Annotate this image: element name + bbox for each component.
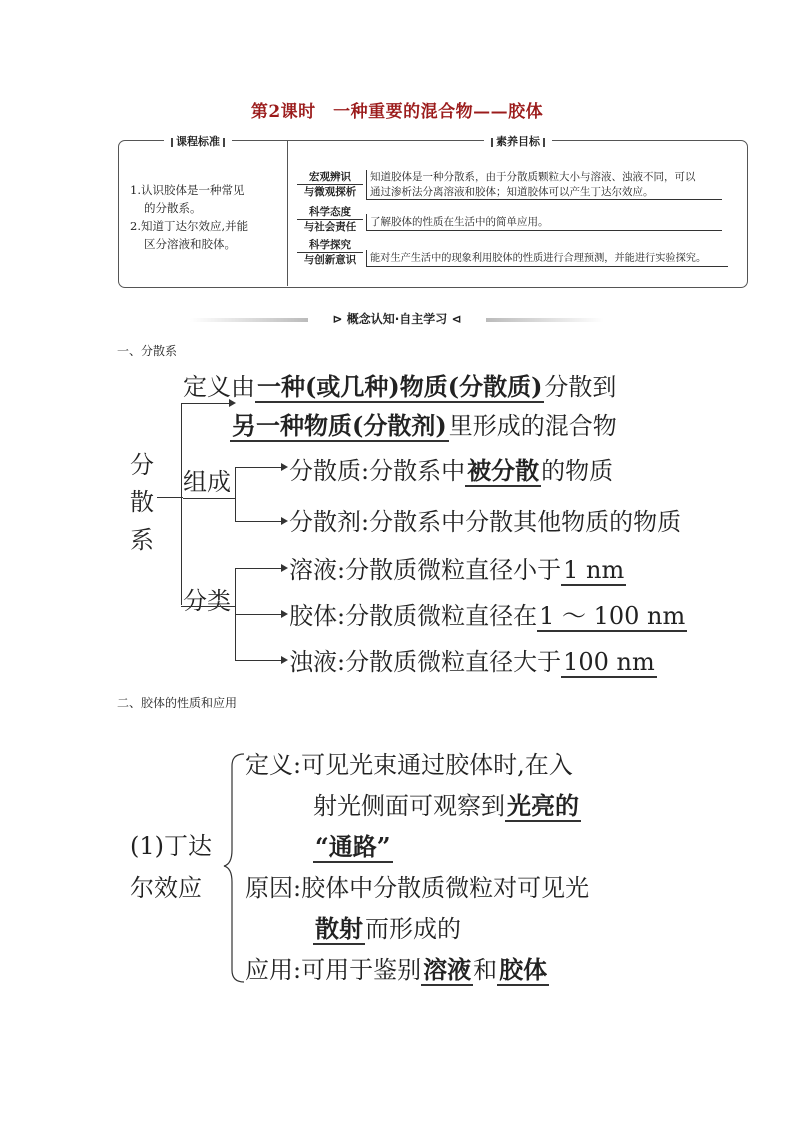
root-char: 分	[130, 451, 154, 479]
answer-blank: 一种(或几种)物质(分散质)	[257, 372, 543, 401]
course-item-line: 2.知道丁达尔效应,并能	[130, 219, 249, 233]
arrow-icon	[281, 564, 288, 572]
goal-description: 能对生产生活中的现象利用胶体的性质进行合理预测，并能进行实验探究。	[370, 253, 707, 264]
goal-category: 科学态度 与社会责任	[297, 205, 363, 234]
answer-blank: 100 nm	[563, 648, 655, 676]
section-heading: 一、分散系	[117, 344, 178, 358]
tyndall-root-line1: (1)丁达	[130, 832, 212, 860]
tyndall-application: 应用:可用于鉴别溶液和胶体	[245, 955, 548, 984]
answer-blank: “通路”	[315, 832, 391, 861]
course-standard-tab: 课程标准	[164, 133, 232, 149]
answer-blank: 1 ～ 100 nm	[539, 602, 686, 630]
composition-solute: 分散质:分散系中被分散的物质	[289, 456, 614, 485]
brace-icon	[222, 752, 246, 984]
answer-blank: 1 nm	[563, 556, 625, 584]
course-item-line: 区分溶液和胶体。	[144, 237, 236, 251]
goal-description: 知道胶体是一种分散系，由于分散质颗粒大小与溶液、浊液不同，可以 通过渗析法分离溶液和胶体；知道胶体可以产生丁达尔效应。	[370, 171, 696, 198]
course-item-line: 的分散系。	[144, 201, 202, 215]
arrow-icon	[281, 656, 288, 664]
definition-line1: 定义由一种(或几种)物质(分散质)分散到	[183, 372, 617, 401]
arrow-icon	[281, 463, 288, 471]
course-standard-list	[130, 181, 278, 253]
tyndall-cause-line1: 原因:胶体中分散质微粒对可见光	[245, 874, 590, 902]
standards-divider	[287, 141, 288, 286]
classification-label: 分类	[183, 587, 231, 615]
root-char: 散	[130, 488, 154, 516]
answer-blank: 散射	[315, 914, 363, 943]
goal-category: 科学探究 与创新意识	[297, 238, 363, 267]
answer-blank: 光亮的	[507, 791, 579, 820]
definition-line2: 另一种物质(分散剂)里形成的混合物	[232, 411, 617, 440]
arrow-icon	[281, 610, 288, 618]
section-heading: 二、胶体的性质和应用	[117, 696, 238, 710]
tyndall-cause-line2: 散射而形成的	[315, 914, 461, 943]
class-suspension: 浊液:分散质微粒直径大于100 nm	[289, 648, 655, 676]
arrow-icon	[281, 517, 288, 525]
answer-blank: 溶液	[423, 955, 472, 984]
composition-label: 组成	[183, 468, 231, 496]
tyndall-definition-line1: 定义:可见光束通过胶体时,在入	[245, 751, 573, 779]
root-char: 系	[130, 526, 154, 554]
tyndall-definition-line3	[313, 832, 393, 862]
goal-category: 宏观辨识 与微观探析	[297, 170, 363, 199]
class-colloid: 胶体:分散质微粒直径在1 ～ 100 nm	[289, 602, 686, 630]
answer-blank: 胶体	[499, 955, 548, 984]
class-solution: 溶液:分散质微粒直径小于1 nm	[289, 556, 625, 584]
course-item-line: 1.认识胶体是一种常见	[130, 183, 245, 197]
section-banner: ⊳ 概念认知·自主学习 ⊲	[332, 312, 462, 326]
tyndall-root-line2: 尔效应	[130, 874, 202, 902]
triangle-right-icon: ⊳	[332, 312, 343, 326]
answer-blank: 被分散	[467, 456, 540, 485]
answer-blank: 另一种物质(分散剂)	[232, 411, 447, 440]
tyndall-definition-line2: 射光侧面可观察到光亮的	[313, 791, 579, 820]
goal-description: 了解胶体的性质在生活中的简单应用。	[370, 216, 549, 228]
composition-solvent: 分散剂:分散系中分散其他物质的物质	[289, 508, 682, 536]
triangle-left-icon: ⊲	[451, 312, 462, 326]
literacy-goal-tab: 素养目标	[484, 133, 552, 149]
page-title: 第2课时 一种重要的混合物——胶体	[250, 102, 544, 122]
